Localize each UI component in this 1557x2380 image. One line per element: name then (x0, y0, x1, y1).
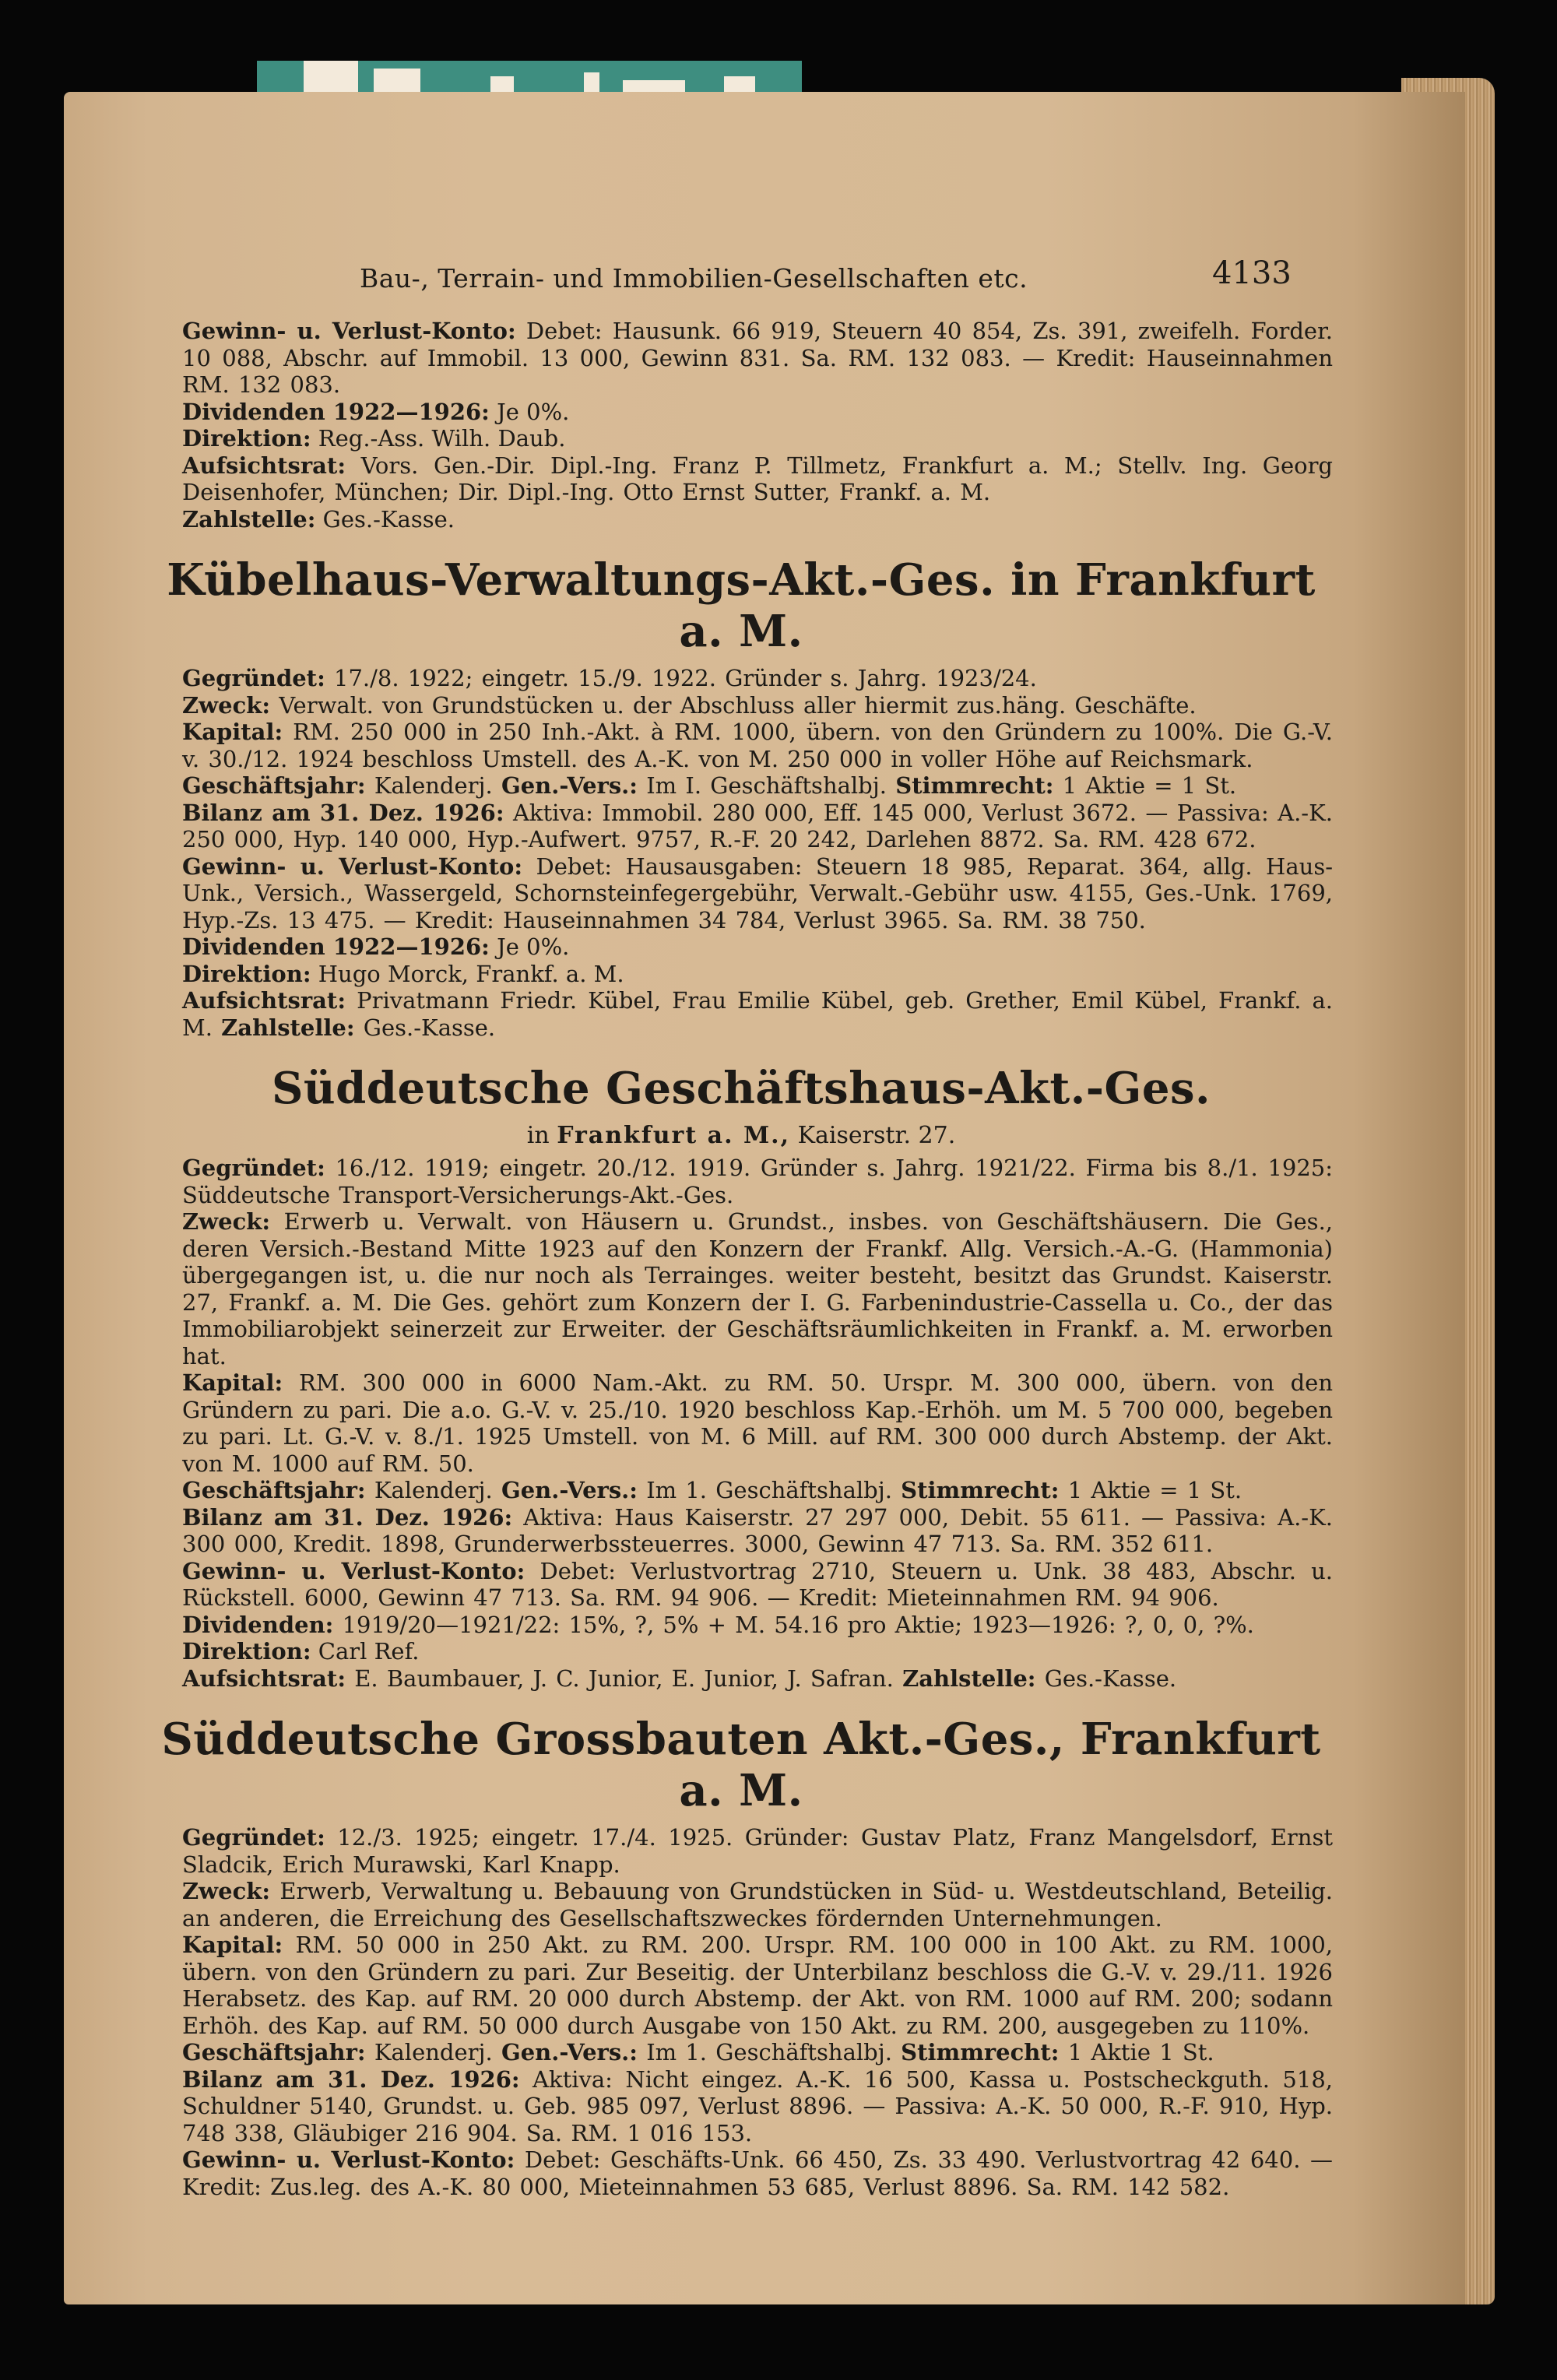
geschaeftsjahr: Geschäftsjahr: Kalenderj. Gen.-Vers.: Im 1. Geschäftshalbj. Stimmrecht: 1 Aktie = 1 St. (182, 1477, 1242, 1503)
running-title: Bau-, Terrain- und Immobilien-Gesellschaften etc. (360, 263, 1028, 294)
zweck: Zweck: Erwerb u. Verwalt. von Häusern u. Grundst., insbes. von Geschäftshäusern. Die Ges., deren Versich.-Bestand Mitte 1923 auf den Konzern der Frankf. Allg. Versich.-A.-G. (Hammonia) übergegangen ist, u. die nur noch als Terrainges. weiter besteht, besitzt das Grundst. Kaiserstr. 27, Frankf. a. M. Die Ges. gehört zum Konzern der I. G. Farbenindustrie-Cassella u. Co., der das Immobiliarobjekt seinerzeit zur Erweiter. der Geschäftsräumlichkeiten in Frankf. a. M. erworben hat. (182, 1208, 1334, 1369)
kapital: Kapital: RM. 300 000 in 6000 Nam.-Akt. zu RM. 50. Urspr. M. 300 000, übern. von den Gründern zu pari. Die a.o. G.-V. v. 25./10. 1920 beschloss Kap.-Erhöh. um M. 5 700 000, begeben zu pari. Lt. G.-V. v. 8./1. 1925 Umstell. von M. 6 Mill. auf RM. 300 000 durch Abstemp. der Akt. von M. 1000 auf RM. 50. (182, 1369, 1334, 1477)
geschaeftsjahr: Geschäftsjahr: Kalenderj. Gen.-Vers.: Im 1. Geschäftshalbj. Stimmrecht: 1 Aktie 1 St. (182, 2039, 1214, 2065)
dividenden: Dividenden 1922—1926: Je 0%. (182, 933, 570, 960)
running-head (149, 255, 1333, 318)
kapital: Kapital: RM. 50 000 in 250 Akt. zu RM. 200. Urspr. RM. 100 000 in 100 Akt. zu RM. 1000, übern. von den Gründern zu pari. Zur Beseitig. der Unterbilanz beschloss die G.-V. v. 29./11. 1926 Herabsetz. des Kap. auf RM. 20 000 durch Abstemp. der Akt. von RM. 1000 auf RM. 200; sodann Erhöh. des Kap. auf RM. 50 000 durch Ausgabe von 150 Akt. zu RM. 200, ausgegeben zu 110%. (182, 1932, 1334, 2039)
gegruendet: Gegründet: 12./3. 1925; eingetr. 17./4. 1925. Gründer: Gustav Platz, Franz Mangelsdorf, Ernst Sladcik, Erich Murawski, Karl Knapp. (182, 1824, 1333, 1878)
prev-aufsichtsrat: Aufsichtsrat: Vors. Gen.-Dir. Dipl.-Ing. Franz P. Tillmetz, Frankfurt a. M.; Stellv. Ing. Georg Deisenhofer, München; Dir. Dipl.-Ing. Otto Ernst Sutter, Frankf. a. M. (182, 452, 1333, 505)
prev-gewinn: Gewinn- u. Verlust-Konto: Debet: Hausunk. 66 919, Steuern 40 854, Zs. 391, zweifelh. Forder. 10 088, Abschr. auf Immobil. 13 000, Gewinn 831. Sa. RM. 132 083. — Kredit: Hauseinnahmen RM. 132 083. (182, 318, 1333, 398)
aufsichtsrat: Aufsichtsrat: E. Baumbauer, J. C. Junior, E. Junior, J. Safran. Zahlstelle: Ges.-Kasse. (182, 1665, 1177, 1692)
bilanz: Bilanz am 31. Dez. 1926: Aktiva: Nicht eingez. A.-K. 16 500, Kassa u. Postscheckguth. 518, Schuldner 5140, Grundst. u. Geb. 985 097, Verlust 8896. — Passiva: A.-K. 50 000, R.-F. 910, Hyp. 748 338, Gläubiger 216 904. Sa. RM. 1 016 153. (182, 2065, 1333, 2146)
company-title: Süddeutsche Grossbauten Akt.-Ges., Frankfurt a. M. (161, 1714, 1321, 1816)
aufsichtsrat: Aufsichtsrat: Privatmann Friedr. Kübel, Frau Emilie Kübel, geb. Grether, Emil Kübel, Frankf. a. M. Zahlstelle: Ges.-Kasse. (182, 987, 1333, 1041)
kapital: Kapital: RM. 250 000 in 250 Inh.-Akt. à RM. 1000, übern. von den Gründern zu 100%. Die G.-V. v. 30./12. 1924 beschloss Umstell. des A.-K. von M. 250 000 in voller Höhe auf Reichsmark. (182, 719, 1334, 772)
gewinn-verlust: Gewinn- u. Verlust-Konto: Debet: Geschäfts-Unk. 66 450, Zs. 33 490. Verlustvortrag 42 640. — Kredit: Zus.leg. des A.-K. 80 000, Mieteinnahmen 53 685, Verlust 8896. Sa. RM. 142 582. (182, 2146, 1333, 2200)
company-location: in Frankfurt a. M., Kaiserstr. 27. (526, 1122, 956, 1149)
bilanz: Bilanz am 31. Dez. 1926: Aktiva: Immobil. 280 000, Eff. 145 000, Verlust 3672. — Passiva: A.-K. 250 000, Hyp. 140 000, Hyp.-Aufwert. 9757, R.-F. 20 242, Darlehen 8872. Sa. RM. 428 672. (182, 799, 1333, 853)
direktion: Direktion: Carl Ref. (182, 1638, 420, 1665)
book-page (64, 92, 1465, 2304)
gegruendet: Gegründet: 16./12. 1919; eingetr. 20./12. 1919. Gründer s. Jahrg. 1921/22. Firma bis 8./1. 1925: Süddeutsche Transport-Versicherungs-Akt.-Ges. (182, 1155, 1334, 1208)
page-text (149, 255, 1333, 2200)
geschaeftsjahr: Geschäftsjahr: Kalenderj. Gen.-Vers.: Im I. Geschäftshalbj. Stimmrecht: 1 Aktie = 1 St. (182, 772, 1237, 799)
entry-sueddeutsche-geschaeftshaus (149, 1063, 1333, 1692)
page-number: 4133 (1212, 255, 1292, 291)
entry-kuebelhaus (149, 554, 1333, 1041)
entry-sueddeutsche-grossbauten (149, 1714, 1333, 2200)
company-title: Kübelhaus-Verwaltungs-Akt.-Ges. in Frankfurt a. M. (167, 554, 1316, 657)
prev-direktion: Direktion: Reg.-Ass. Wilh. Daub. (182, 425, 566, 452)
gegruendet: Gegründet: 17./8. 1922; eingetr. 15./9. 1922. Gründer s. Jahrg. 1923/24. (182, 665, 1037, 691)
prev-dividenden: Dividenden 1922—1926: Je 0%. (182, 398, 570, 425)
company-title: Süddeutsche Geschäftshaus-Akt.-Ges. (271, 1063, 1211, 1114)
gewinn-verlust: Gewinn- u. Verlust-Konto: Debet: Hausausgaben: Steuern 18 985, Reparat. 364, allg. Haus-Unk., Versich., Wassergeld, Schornsteinfegergebühr, Verwalt.-Gebühr usw. 4155, Ges.-Unk. 1769, Hyp.-Zs. 13 475. — Kredit: Hauseinnahmen 34 784, Verlust 3965. Sa. RM. 38 750. (182, 853, 1334, 933)
gewinn-verlust: Gewinn- u. Verlust-Konto: Debet: Verlustvortrag 2710, Steuern u. Unk. 38 483, Abschr. u. Rückstell. 6000, Gewinn 47 713. Sa. RM. 94 906. — Kredit: Mieteinnahmen RM. 94 906. (182, 1557, 1333, 1611)
bilanz: Bilanz am 31. Dez. 1926: Aktiva: Haus Kaiserstr. 27 297 000, Debit. 55 611. — Passiva: A.-K. 300 000, Kredit. 1898, Grunderwerbssteuerres. 3000, Gewinn 47 713. Sa. RM. 352 611. (182, 1503, 1333, 1557)
zweck: Zweck: Verwalt. von Grundstücken u. der Abschluss aller hiermit zus.häng. Geschäfte. (182, 691, 1197, 719)
prev-entry (149, 318, 1333, 533)
prev-zahlstelle: Zahlstelle: Ges.-Kasse. (182, 505, 455, 533)
direktion: Direktion: Hugo Morck, Frankf. a. M. (182, 960, 624, 987)
zweck: Zweck: Erwerb, Verwaltung u. Bebauung von Grundstücken in Süd- u. Westdeutschland, Beteilig. an anderen, die Erreichung des Gesellschaftszweckes fördernden Unternehmungen. (182, 1878, 1334, 1932)
dividenden: Dividenden: 1919/20—1921/22: 15%, ?, 5% + M. 54.16 pro Aktie; 1923—1926: ?, 0, 0, ?%. (182, 1611, 1254, 1638)
